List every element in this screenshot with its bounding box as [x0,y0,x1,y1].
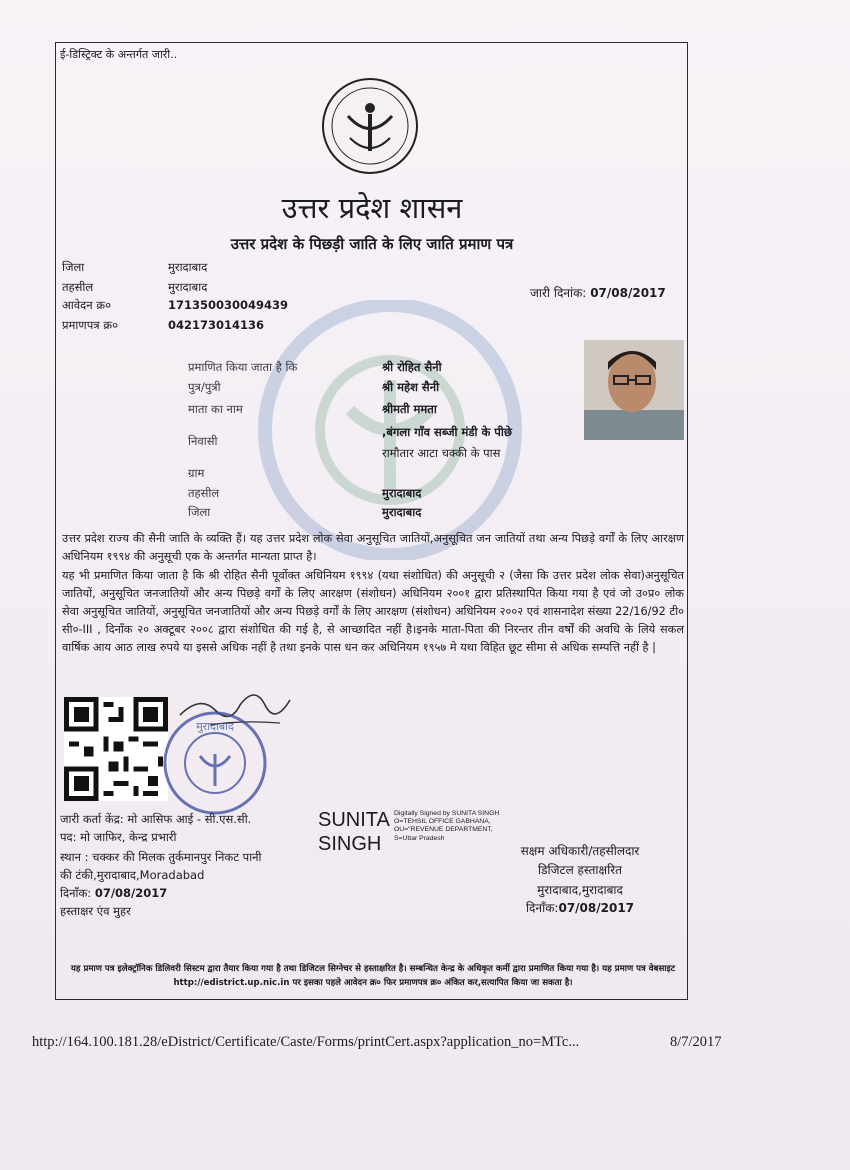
officer-date-value: 07/08/2017 [558,901,635,915]
parent-name: श्री महेश सैनी [382,380,440,394]
tehsil-value: मुरादाबाद [168,280,208,294]
certificate-subtitle: उत्तर प्रदेश के पिछड़ी जाति के लिए जाति प्रमाण पत्र [230,235,514,253]
person-name: श्री रोहित सैनी [382,360,442,374]
person-district-label: जिला [188,505,211,519]
application-label: आवेदन क्र० [62,298,112,312]
qr-code-icon [64,697,168,801]
officer-date [480,899,680,916]
issue-date [530,284,666,301]
center-location: स्थान : चक्कर की मिलक तुर्कमानपुर निकट पानी [60,850,262,864]
district-label: जिला [62,260,85,274]
center-date [60,886,167,901]
mother-label: माता का नाम [188,402,243,416]
district-value: मुरादाबाद [168,260,208,274]
center-date-value: 07/08/2017 [94,886,168,900]
verification-notice: यह प्रमाण पत्र इलेक्ट्रॉनिक डिलिवरी सिस्टम द्वारा तैयार किया गया है तथा डिजिटल सिग्नेचर से हस्ताक्षरित है। सम्बन्धित केन्द्र के अधिकृत कर्मी द्वारा प्रमाणित किया गया है। यह प्रमाण पत्र वेबसाइट http://edistrict.up.nic.in पर इसका पहले आवेदन क्र० फिर प्रमाणपत्र क्र० अंकित कर,सत्यापित किया जा सकता है। [70,964,676,988]
sign-and-seal-label: हस्ताक्षर एंव मुहर [60,904,131,918]
address-line-2: रामौतार आटा चक्की के पास [382,446,501,460]
center-incharge: पद: मो जाफिर, केन्द्र प्रभारी [60,830,177,844]
page-title: उत्तर प्रदेश शासन [281,191,463,225]
person-district: मुरादाबाद [382,505,422,519]
office-seal [160,708,270,818]
signer-last-name: SINGH [318,833,382,855]
up-emblem-icon [320,76,420,176]
certification-statement: यह भी प्रमाणित किया जाता है कि श्री रोहित सैनी पूर्वोक्त अधिनियम १९९४ (यथा संशोधित) की अनुसूची २ (जैसा कि उत्तर प्रदेश लोक सेवा)अनुसूचित जातियों, अनुसूचित जनजातियों और अन्य पिछड़े वर्गों के लिए आरक्षण (संशोधन) अधिनियम २००१ द्वारा प्रतिस्थापित किया गया है एवं जो उ०प्र० लोक सेवा अनुसूचित जातियों, अनुसूचित जनजातियों और अन्य पिछड़े वर्गों के लिए आरक्षण (संशोधन) अधिनियम २००२ एवं शासनादेश संख्या 22/16/92 टी० सी०-III , दिनाँक २० अक्टूबर २००८ द्वारा संशोधित की गई है, से आच्छादित नहीं है।इनके माता-पिता की निरन्तर तीन वर्षों की अवधि के लिये सकल वार्षिक आय आठ लाख रुपये या इससे अधिक नहीं है तथा इनके पास धन कर अधिनियम १९५७ मे यथा विहित छूट सीमा से अधिक सम्पत्ति नहीं है | [62,569,685,654]
issuing-center: जारी कर्ता केंद्र: मो आसिफ आई - सी.एस.सी. [60,812,252,826]
person-tehsil: मुरादाबाद [382,486,422,500]
center-date-label: दिनाँक: [60,886,92,900]
officer-date-label: दिनाँक: [525,901,559,915]
officer-location: मुरादाबाद,मुरादाबाद [537,883,623,897]
person-photo-icon [584,340,684,440]
caste-statement: उत्तर प्रदेश राज्य की सैनी जाति के व्यक्ति हैं। यह उत्तर प्रदेश लोक सेवा अनुसूचित जातियों,अनुसूचित जन जातियों तथा अन्य पिछड़े वर्गों के लिए आरक्षण अधिनियम १९९४ की अनुसूची एक के अन्तर्गत मान्यता प्राप्त है। [62,532,684,563]
issue-date-label: जारी दिनांक: [530,286,587,300]
digital-signature-details: Digitally Signed by SUNITA SINGH O=TEHSIL OFFICE GABHANA, OU="REVENUE DEPARTMENT, S=Uttar Pradesh [394,810,500,842]
parent-label: पुत्र/पुत्री [188,380,221,394]
print-date: 8/7/2017 [670,1034,722,1050]
digital-signature-name [318,808,390,856]
seal-text: मुरादाबाद [196,720,234,733]
issue-date-value: 07/08/2017 [590,286,666,300]
applicant-photo [584,340,684,440]
application-number: 171350030049439 [168,298,289,312]
certified-label: प्रमाणित किया जाता है कि [188,360,298,374]
center-location-city: की टंकी,मुरादाबाद,Moradabad [60,868,205,882]
address-line-1: ,बंगला गाँव सब्जी मंडी के पीछे [382,425,512,439]
tehsil-label: तहसील [62,280,94,294]
mother-name: श्रीमती ममता [382,402,437,416]
officer-title: सक्षम अधिकारी/तहसीलदार [520,844,640,858]
resident-label: निवासी [188,434,218,448]
certificate-label: प्रमाणपत्र क्र० [62,318,119,332]
person-tehsil-label: तहसील [188,486,220,500]
digitally-signed-label: डिजिटल हस्ताक्षरित [538,863,622,877]
signer-first-name: SUNITA [318,809,390,831]
header-note: ई-डिस्ट्रिक्ट के अन्तर्गत जारी.. [60,48,178,61]
print-url: http://164.100.181.28/eDistrict/Certificate/Caste/Forms/printCert.aspx?application_no=MTc... [32,1034,580,1050]
village-label: ग्राम [188,466,205,480]
certificate-number: 042173014136 [168,318,265,332]
